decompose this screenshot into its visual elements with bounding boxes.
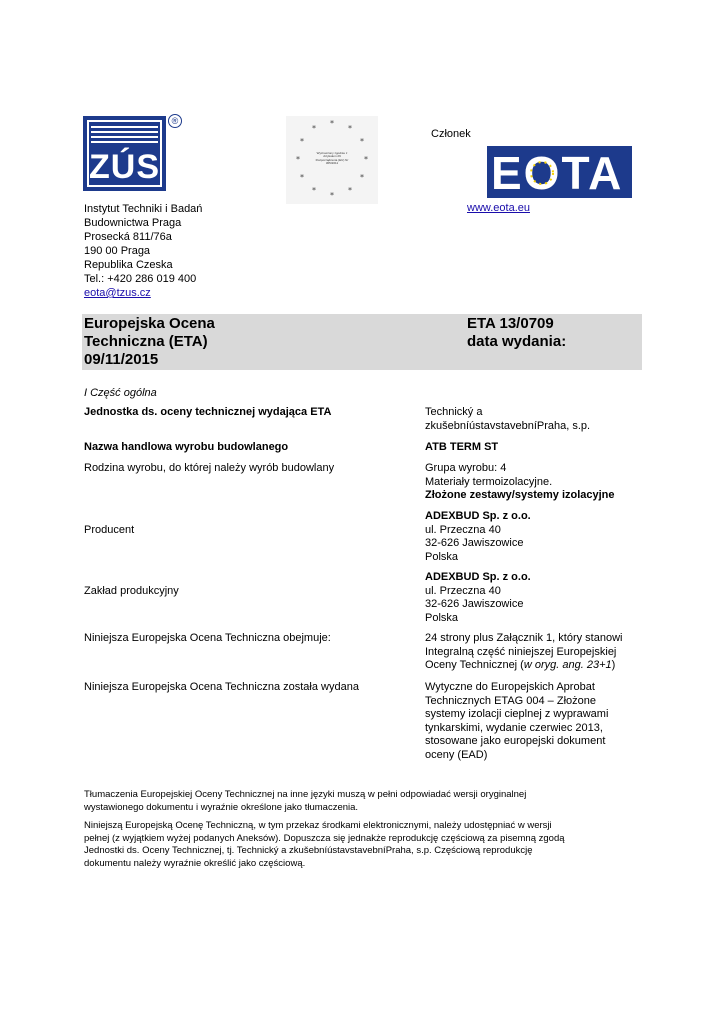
eta-number	[467, 315, 566, 351]
svg-text:*: *	[360, 137, 364, 146]
eota-url-link[interactable]: www.eota.eu	[467, 202, 530, 214]
plant-value	[425, 571, 655, 625]
svg-text:*: *	[300, 137, 304, 146]
issued-basis-line: oceny (EAD)	[425, 748, 488, 761]
product-family-line: Materiały termoizolacyjne.	[425, 475, 553, 488]
zus-logo-stripes	[91, 126, 158, 144]
producer-value	[425, 510, 655, 564]
issuing-body-line: zkušebníústavstavebníPraha, s.p.	[425, 419, 591, 432]
plant-city: 32-626 Jawiszowice	[425, 598, 524, 610]
plant-label: Zakład produkcyjny	[84, 585, 179, 597]
eota-logo-text: EOTA	[491, 147, 624, 199]
producer-name: ADEXBUD Sp. z o.o.	[425, 510, 531, 522]
institute-address	[84, 202, 202, 300]
footer-line: wystawionego dokumentu i wyraźnie określone jako tłumaczenia.	[84, 801, 359, 813]
svg-text:*: *	[330, 119, 334, 128]
svg-text:*: *	[312, 124, 316, 133]
contains-line: Integralną część niniejszej Europejskiej	[425, 645, 617, 658]
contains-line: 24 strony plus Załącznik 1, który stanowi	[425, 632, 623, 644]
eta-number-line: ETA 13/0709	[467, 315, 554, 332]
title-line: Techniczna (ETA)	[84, 333, 208, 350]
svg-text:*: *	[300, 173, 304, 182]
eu-stars-icon	[286, 116, 378, 204]
address-line: Instytut Techniki i Badań	[84, 203, 203, 215]
product-family-value	[425, 462, 655, 503]
svg-text:*: *	[348, 186, 352, 195]
document-title	[84, 315, 215, 369]
issuing-body-line: Technický a	[425, 406, 483, 418]
issued-basis-line: systemy izolacji cieplnej z wyprawami	[425, 708, 609, 720]
trade-name-label: Nazwa handlowa wyrobu budowlanego	[84, 441, 289, 453]
issued-basis-value	[425, 681, 655, 762]
issued-basis-label: Niniejsza Europejska Ocena Techniczna została wydana	[84, 681, 359, 693]
eu-emblem	[286, 116, 378, 204]
translation-note	[84, 789, 644, 814]
contains-value	[425, 632, 655, 673]
trade-name-value: ATB TERM ST	[425, 441, 499, 453]
email-link[interactable]: eota@tzus.cz	[84, 287, 151, 299]
footer-line: Jednostki ds. Oceny Technicznej, tj. Technický a zkušebníústavstavebníPraha, s.p. Częściową reprodukcję	[84, 845, 533, 856]
issue-date-label: data wydania:	[467, 333, 567, 350]
plant-name: ADEXBUD Sp. z o.o.	[425, 571, 531, 583]
title-date: 09/11/2015	[84, 351, 159, 368]
svg-text:*: *	[348, 124, 352, 133]
issuing-body-value	[425, 406, 655, 433]
producer-label: Producent	[84, 524, 135, 536]
reproduction-note	[84, 820, 644, 870]
contains-text: Oceny Technicznej (	[425, 659, 524, 671]
producer-country: Polska	[425, 550, 459, 563]
registered-mark-icon: ®	[168, 114, 182, 128]
eota-stars-icon	[525, 158, 559, 188]
svg-text:*: *	[364, 155, 368, 164]
plant-street: ul. Przeczna 40	[425, 584, 501, 597]
product-family-label: Rodzina wyrobu, do której należy wyrób budowlany	[84, 462, 335, 474]
address-line: Budownictwa Praga	[84, 217, 182, 229]
address-phone: Tel.: +420 286 019 400	[84, 273, 197, 285]
member-label: Członek	[431, 128, 471, 140]
svg-text:*: *	[296, 155, 300, 164]
issued-basis-line: Technicznych ETAG 004 – Złożone	[425, 694, 596, 707]
product-family-line: Złożone zestawy/systemy izolacyjne	[425, 489, 615, 501]
footer-line: Niniejszą Europejską Ocenę Techniczną, w tym przekaz środkami elektronicznymi, należy udostępniać w wersji	[84, 820, 552, 831]
contains-line	[425, 659, 655, 673]
footer-line: pełnej (z wyjątkiem wyżej podanych Aneksów). Dopuszcza się jednakże reprodukcję częściową za pisemną zgodą	[84, 832, 565, 844]
contains-original-note: w oryg. ang. 23+1	[523, 659, 612, 671]
section-heading: I Część ogólna	[84, 387, 157, 399]
contains-text: )	[611, 659, 616, 671]
address-line: 190 00 Praga	[84, 245, 151, 257]
plant-country: Polska	[425, 611, 459, 624]
producer-city: 32-626 Jawiszowice	[425, 537, 524, 549]
producer-street: ul. Przeczna 40	[425, 523, 501, 536]
address-line: Republika Czeska	[84, 259, 173, 271]
zus-logo-text: ZÚS	[89, 148, 160, 186]
svg-text:*: *	[312, 186, 316, 195]
issued-basis-line: stosowane jako europejski dokument	[425, 735, 606, 747]
issuing-body-label: Jednostka ds. oceny technicznej wydająca ETA	[84, 406, 332, 418]
eota-logo	[487, 146, 632, 198]
issued-basis-line: Wytyczne do Europejskich Aprobat	[425, 681, 595, 693]
eu-emblem-text: Wyznaczony zgodnie z Artykułem 29 Rozporządzenia (EU) Nr 305/2011	[315, 152, 349, 166]
zus-logo	[83, 116, 166, 191]
footer-line: Tłumaczenia Europejskiej Oceny Technicznej na inne języki muszą w pełni odpowiadać wersji oryginalnej	[84, 789, 527, 800]
contains-label: Niniejsza Europejska Ocena Techniczna obejmuje:	[84, 632, 331, 644]
address-line: Prosecká 811/76a	[84, 231, 172, 243]
svg-text:*: *	[330, 191, 334, 200]
product-family-line: Grupa wyrobu: 4	[425, 462, 507, 474]
issued-basis-line: tynkarskimi, wydanie czerwiec 2013,	[425, 721, 603, 734]
svg-text:*: *	[360, 173, 364, 182]
footer-line: dokumentu należy wyraźnie określić jako częściową.	[84, 857, 306, 869]
title-line: Europejska Ocena	[84, 315, 215, 332]
